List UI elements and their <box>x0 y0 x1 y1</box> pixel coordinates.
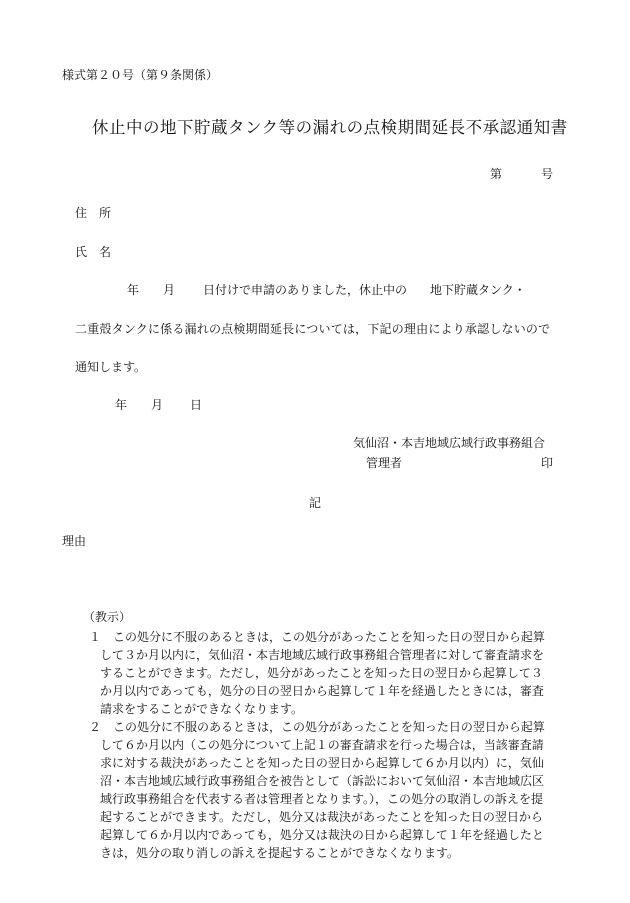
notice-item-1-line-5: 請求をすることができなくなります。 <box>100 702 304 716</box>
notice-item-2-line-1: ２ この処分に不服のあるときは，この処分があったことを知った日の翌日から起算 <box>89 720 545 734</box>
reason-label: 理由 <box>62 534 87 548</box>
ki-label: 記 <box>309 496 322 510</box>
body-line-2: 二重殻タンクに係る漏れの点検期間延長については，下記の理由により承認しないので <box>75 322 551 336</box>
notice-item-1-line-4: か月以内であっても，処分の日の翌日から起算して１年を経過したときには，審査 <box>100 684 544 698</box>
notice-item-2-line-4: 沼・本吉地域広域行政事務組合を被告として（訴訟において気仙沼・本吉地域広区 <box>100 774 545 788</box>
seal-mark: 印 <box>541 456 554 470</box>
application-month-label: 月 <box>163 283 176 297</box>
notice-item-2-line-2: して６か月以内（この処分について上記１の審査請求を行った場合は，当該審査請 <box>100 738 544 752</box>
body-line-3: 通知します。 <box>75 360 147 374</box>
tank-type-text: 地下貯蔵タンク・ <box>430 283 526 297</box>
notice-day-label: 日 <box>190 398 203 412</box>
notice-item-2-line-5: 域行政事務組合を代表する者は管理者となります。），この処分の取消しの訴えを提 <box>100 792 544 806</box>
notice-item-2-line-3: 求に対する裁決があったことを知った日の翌日から起算して６か月以内）に，気仙 <box>100 756 544 770</box>
notice-item-2-line-6: 起することができます。ただし，処分又は裁決があったことを知った日の翌日から <box>100 810 543 824</box>
notice-item-2-line-8: きは，処分の取り消しの訴えを提起することができなくなります。 <box>100 846 460 860</box>
form-number-label: 様式第２０号（第９条関係） <box>62 68 219 82</box>
issuer-organization: 気仙沼・本吉地域広域行政事務組合 <box>353 436 546 450</box>
address-label: 住 所 <box>75 206 112 220</box>
notice-heading: （教示） <box>83 610 132 624</box>
application-date-text: 日付けで申請のありました，休止中の <box>203 283 408 297</box>
issuer-role: 管理者 <box>366 456 403 470</box>
page-title: 休止中の地下貯蔵タンク等の漏れの点検期間延長不承認通知書 <box>92 118 568 137</box>
name-label: 氏 名 <box>75 245 112 259</box>
notice-item-1-line-3: することができます。ただし，処分があったことを知った日の翌日から起算して３ <box>100 666 543 680</box>
notice-item-1-line-1: １ この処分に不服のあるときは，この処分があったことを知った日の翌日から起算 <box>89 630 545 644</box>
document-number-prefix: 第 <box>490 167 503 181</box>
notice-item-1-line-2: して３か月以内に，気仙沼・本吉地域広域行政事務組合管理者に対して審査請求を <box>100 648 545 662</box>
document-number-suffix: 号 <box>541 167 554 181</box>
notice-item-2-line-7: 起算して６か月以内であっても，処分又は裁決の日から起算して１年を経過したと <box>100 828 544 842</box>
notice-year-label: 年 <box>115 398 128 412</box>
notice-month-label: 月 <box>151 398 164 412</box>
application-year-label: 年 <box>127 283 140 297</box>
